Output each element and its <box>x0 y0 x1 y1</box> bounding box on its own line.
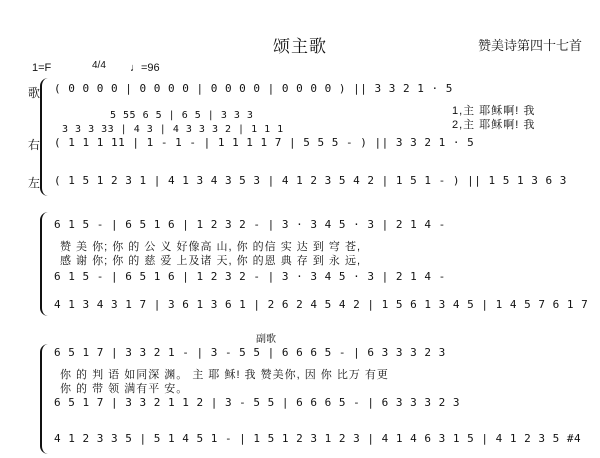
lyrics-verse-1: 你 的 判 语 如同深 渊。 主 耶 稣! 我 赞美你, 因 你 比万 有更 <box>60 369 389 381</box>
chorus-label: 副歌 <box>256 334 276 345</box>
right-hand-line: 6 5 1 7 | 3 3 2 1 1 2 | 3 - 5 5 | 6 6 6 5 - | 6 3 3 3 2 3 <box>54 396 460 409</box>
voice-label: 歌 <box>28 86 41 100</box>
score-subtitle: 赞美诗第四十七首 <box>477 38 582 53</box>
left-hand-label: 左 <box>28 176 41 190</box>
system-3 <box>0 330 600 458</box>
lyrics-verse-1: 1,主 耶稣啊! 我 <box>452 105 536 117</box>
voice-line: ( 0 0 0 0 | 0 0 0 0 | 0 0 0 0 | 0 0 0 0 ) || 3 3 2 1 · 5 <box>54 82 453 95</box>
lyrics-verse-2: 感 谢 你; 你 的 慈 爱 上及诸 天, 你 的恩 典 存 到 永 远, <box>60 255 362 267</box>
left-hand-line: 4 1 3 4 3 1 7 | 3 6 1 3 6 1 | 2 6 2 4 5 4 2 | 1 5 6 1 3 4 5 | 1 4 5 7 6 1 7 <box>54 298 589 311</box>
right-hand-top: 5 55 6 5 | 6 5 | 3 3 3 <box>110 110 254 121</box>
right-hand-line: 6 1 5 - | 6 5 1 6 | 1 2 3 2 - | 3 · 3 4 5 · 3 | 2 1 4 - <box>54 270 446 283</box>
left-hand-line: 4 1 2 3 3 5 | 5 1 4 5 1 - | 1 5 1 2 3 1 2 3 | 4 1 4 6 3 1 5 | 4 1 2 3 5 #4 <box>54 432 582 445</box>
system-brace <box>40 344 50 454</box>
right-hand-label: 右 <box>28 138 41 152</box>
system-brace <box>40 78 50 196</box>
key-signature: 1=F <box>32 62 52 74</box>
lyrics-verse-1: 赞 美 你; 你 的 公 义 好像高 山, 你 的信 实 达 到 穹 苍, <box>60 241 362 253</box>
right-hand-mid: 3 3 3 33 | 4 3 | 4 3 3 3 2 | 1 1 1 <box>62 124 284 135</box>
right-hand-bottom: ( 1 1 1 11 | 1 - 1 - | 1 1 1 1 7 | 5 5 5 - ) || 3 3 2 1 · 5 <box>54 136 475 149</box>
voice-line: 6 1 5 - | 6 5 1 6 | 1 2 3 2 - | 3 · 3 4 5 · 3 | 2 1 4 - <box>54 218 446 231</box>
lyrics-verse-2: 2,主 耶稣啊! 我 <box>452 119 536 131</box>
left-hand-line: ( 1 5 1 2 3 1 | 4 1 3 4 3 5 3 | 4 1 2 3 5 4 2 | 1 5 1 - ) || 1 5 1 3 6 3 <box>54 174 567 187</box>
system-1 <box>0 70 600 200</box>
score-title: 颂主歌 <box>273 37 327 56</box>
lyrics-verse-2: 你 的 带 领 满有平 安。 <box>60 383 189 395</box>
system-brace <box>40 212 50 316</box>
voice-line: 6 5 1 7 | 3 3 2 1 - | 3 - 5 5 | 6 6 6 5 - | 6 3 3 3 2 3 <box>54 346 446 359</box>
system-2 <box>0 210 600 320</box>
time-signature: 4/4 <box>92 60 106 71</box>
tempo-marking: ♩=96 <box>130 62 160 74</box>
